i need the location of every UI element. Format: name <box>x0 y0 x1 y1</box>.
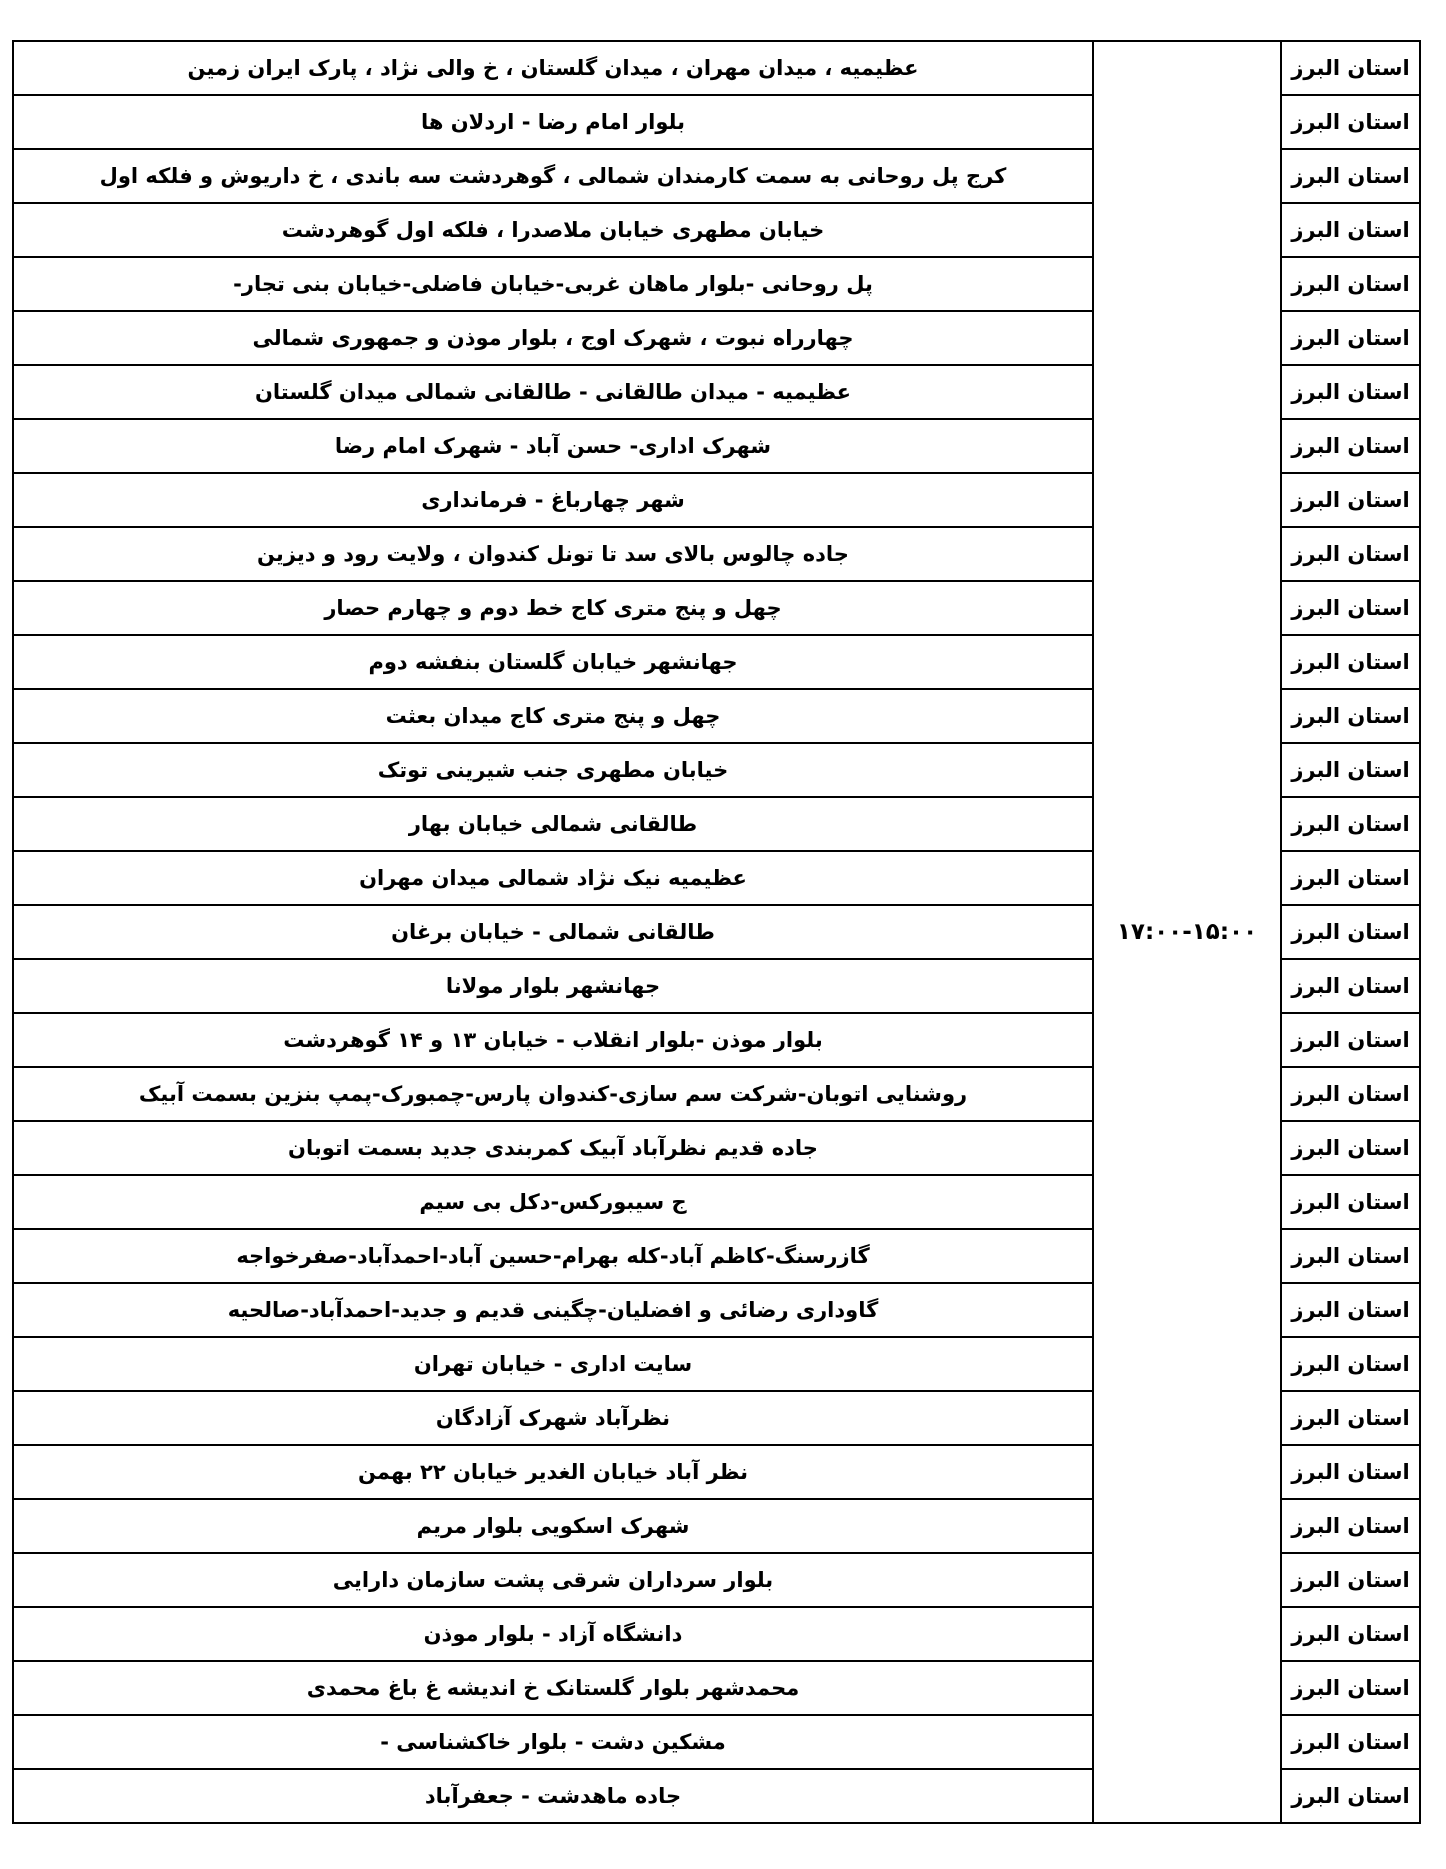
province-cell: استان البرز <box>1281 743 1420 797</box>
area-cell: عظیمیه ، میدان مهران ، میدان گلستان ، خ والی نژاد ، پارک ایران زمین <box>13 41 1093 95</box>
area-cell: شهر چهارباغ - فرمانداری <box>13 473 1093 527</box>
outage-schedule-body <box>13 41 1420 1823</box>
province-cell: استان البرز <box>1281 1067 1420 1121</box>
province-cell: استان البرز <box>1281 1715 1420 1769</box>
area-cell: بلوار موذن -بلوار انقلاب - خیابان ۱۳ و ۱۴ گوهردشت <box>13 1013 1093 1067</box>
province-cell: استان البرز <box>1281 365 1420 419</box>
area-cell: گاوداری رضائی و افضلیان-چگینی قدیم و جدید-احمدآباد-صالحیه <box>13 1283 1093 1337</box>
area-cell: عظیمیه - میدان طالقانی - طالقانی شمالی میدان گلستان <box>13 365 1093 419</box>
province-cell: استان البرز <box>1281 1283 1420 1337</box>
area-cell: مشکین دشت - بلوار خاکشناسی - <box>13 1715 1093 1769</box>
area-cell: شهرک اسکویی بلوار مریم <box>13 1499 1093 1553</box>
area-cell: طالقانی شمالی خیابان بهار <box>13 797 1093 851</box>
province-cell: استان البرز <box>1281 797 1420 851</box>
area-cell: پل روحانی -بلوار ماهان غربی-خیابان فاضلی-خیابان بنی تجار- <box>13 257 1093 311</box>
area-cell: چهل و پنج متری کاج میدان بعثت <box>13 689 1093 743</box>
area-cell: نظرآباد شهرک آزادگان <box>13 1391 1093 1445</box>
area-cell: عظیمیه نیک نژاد شمالی میدان مهران <box>13 851 1093 905</box>
province-cell: استان البرز <box>1281 635 1420 689</box>
province-cell: استان البرز <box>1281 1337 1420 1391</box>
area-cell: شهرک اداری- حسن آباد - شهرک امام رضا <box>13 419 1093 473</box>
province-cell: استان البرز <box>1281 473 1420 527</box>
province-cell: استان البرز <box>1281 1121 1420 1175</box>
province-cell: استان البرز <box>1281 41 1420 95</box>
province-cell: استان البرز <box>1281 257 1420 311</box>
area-cell: چهارراه نبوت ، شهرک اوج ، بلوار موذن و جمهوری شمالی <box>13 311 1093 365</box>
province-cell: استان البرز <box>1281 1175 1420 1229</box>
province-cell: استان البرز <box>1281 1445 1420 1499</box>
province-cell: استان البرز <box>1281 1769 1420 1823</box>
table-row <box>13 41 1420 95</box>
area-cell: دانشگاه آزاد - بلوار موذن <box>13 1607 1093 1661</box>
province-cell: استان البرز <box>1281 311 1420 365</box>
area-cell: جهانشهر بلوار مولانا <box>13 959 1093 1013</box>
area-cell: چهل و پنج متری کاج خط دوم و چهارم حصار <box>13 581 1093 635</box>
province-cell: استان البرز <box>1281 959 1420 1013</box>
area-cell: بلوار سرداران شرقی پشت سازمان دارایی <box>13 1553 1093 1607</box>
area-cell: جاده قدیم نظرآباد آبیک کمربندی جدید بسمت اتوبان <box>13 1121 1093 1175</box>
area-cell: طالقانی شمالی - خیابان برغان <box>13 905 1093 959</box>
province-cell: استان البرز <box>1281 1607 1420 1661</box>
area-cell: کرج پل روحانی به سمت کارمندان شمالی ، گوهردشت سه باندی ، خ داریوش و فلکه اول <box>13 149 1093 203</box>
area-cell: جاده چالوس بالای سد تا تونل کندوان ، ولایت رود و دیزین <box>13 527 1093 581</box>
province-cell: استان البرز <box>1281 851 1420 905</box>
area-cell: روشنایی اتوبان-شرکت سم سازی-کندوان پارس-چمبورک-پمپ بنزین بسمت آبیک <box>13 1067 1093 1121</box>
outage-schedule-table <box>12 40 1421 1824</box>
province-cell: استان البرز <box>1281 905 1420 959</box>
province-cell: استان البرز <box>1281 527 1420 581</box>
province-cell: استان البرز <box>1281 203 1420 257</box>
province-cell: استان البرز <box>1281 149 1420 203</box>
area-cell: بلوار امام رضا - اردلان ها <box>13 95 1093 149</box>
province-cell: استان البرز <box>1281 95 1420 149</box>
province-cell: استان البرز <box>1281 1661 1420 1715</box>
area-cell: ج سیبورکس-دکل بی سیم <box>13 1175 1093 1229</box>
province-cell: استان البرز <box>1281 1499 1420 1553</box>
area-cell: نظر آباد خیابان الغدیر خیابان ۲۲ بهمن <box>13 1445 1093 1499</box>
province-cell: استان البرز <box>1281 1229 1420 1283</box>
province-cell: استان البرز <box>1281 1553 1420 1607</box>
area-cell: محمدشهر بلوار گلستانک خ اندیشه غ باغ محمدی <box>13 1661 1093 1715</box>
area-cell: جاده ماهدشت - جعفرآباد <box>13 1769 1093 1823</box>
province-cell: استان البرز <box>1281 1013 1420 1067</box>
area-cell: خیابان مطهری خیابان ملاصدرا ، فلکه اول گوهردشت <box>13 203 1093 257</box>
province-cell: استان البرز <box>1281 689 1420 743</box>
province-cell: استان البرز <box>1281 1391 1420 1445</box>
time-range-cell: ۱۷:۰۰-۱۵:۰۰ <box>1093 41 1281 1823</box>
area-cell: جهانشهر خیابان گلستان بنفشه دوم <box>13 635 1093 689</box>
area-cell: خیابان مطهری جنب شیرینی توتک <box>13 743 1093 797</box>
area-cell: سایت اداری - خیابان تهران <box>13 1337 1093 1391</box>
province-cell: استان البرز <box>1281 419 1420 473</box>
province-cell: استان البرز <box>1281 581 1420 635</box>
area-cell: گازرسنگ-کاظم آباد-کله بهرام-حسین آباد-احمدآباد-صفرخواجه <box>13 1229 1093 1283</box>
